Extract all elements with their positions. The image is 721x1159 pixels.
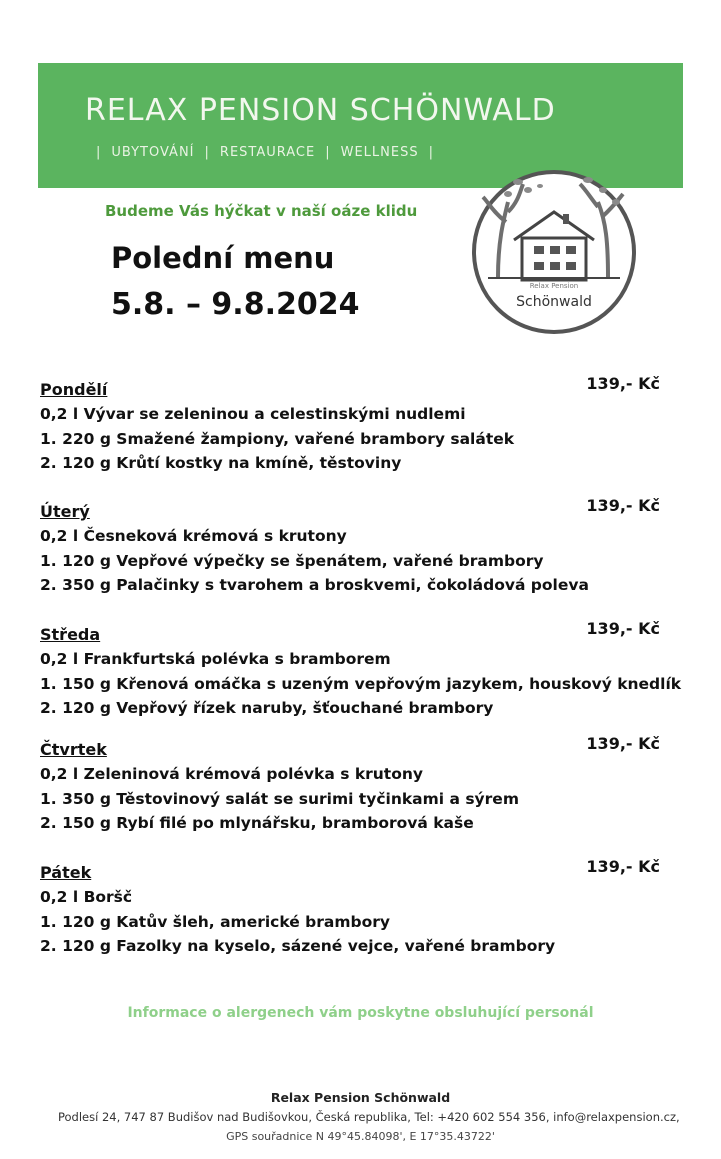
main-dish-2: 2. 120 g Fazolky na kyselo, sázené vejce, vařené brambory bbox=[40, 937, 556, 955]
separator: | bbox=[96, 145, 102, 160]
day-price: 139,- Kč bbox=[586, 619, 660, 638]
separator: | bbox=[325, 145, 331, 160]
footer-name: Relax Pension Schönwald bbox=[270, 1090, 451, 1105]
day-name: Čtvrtek bbox=[40, 740, 107, 759]
logo-small-text: Relax Pension bbox=[529, 282, 579, 290]
day-price: 139,- Kč bbox=[586, 857, 660, 876]
day-pondeli bbox=[40, 374, 670, 476]
footer-gps: GPS souřadnice N 49°45.84098', E 17°35.43722' bbox=[226, 1130, 495, 1143]
tagline: Budeme Vás hýčkat v naší oáze klidu bbox=[105, 202, 418, 220]
day-name: Pátek bbox=[40, 863, 92, 882]
day-streda bbox=[40, 619, 682, 721]
day-utery bbox=[40, 496, 670, 598]
day-name: Úterý bbox=[40, 502, 90, 521]
service-ubytovani: UBYTOVÁNÍ bbox=[111, 145, 195, 160]
pension-logo-icon bbox=[458, 162, 650, 342]
logo-name: Schönwald bbox=[516, 294, 592, 310]
main-dish-1: 1. 120 g Katův šleh, americké brambory bbox=[40, 912, 391, 931]
main-dish-1: 1. 150 g Křenová omáčka s uzeným vepřovým jazykem, houskový knedlík bbox=[40, 674, 682, 693]
separator: | bbox=[204, 145, 210, 160]
main-dish-1: 1. 220 g Smažené žampiony, vařené brambory salátek bbox=[40, 429, 515, 448]
separator: | bbox=[428, 145, 434, 160]
soup-item: 0,2 l Vývar se zeleninou a celestinskými nudlemi bbox=[40, 405, 466, 423]
soup-item: 0,2 l Boršč bbox=[40, 888, 133, 906]
service-restaurace: RESTAURACE bbox=[219, 145, 316, 160]
soup-item: 0,2 l Zeleninová krémová polévka s krutony bbox=[40, 765, 423, 783]
menu-title: Polední menu bbox=[111, 241, 335, 275]
day-name: Středa bbox=[40, 625, 101, 644]
day-price: 139,- Kč bbox=[586, 734, 660, 753]
day-ctvrtek bbox=[40, 734, 670, 836]
day-price: 139,- Kč bbox=[586, 496, 660, 515]
main-dish-2: 2. 120 g Krůtí kostky na kmíně, těstoviny bbox=[40, 454, 402, 472]
soup-item: 0,2 l Frankfurtská polévka s bramborem bbox=[40, 650, 391, 668]
main-dish-2: 2. 350 g Palačinky s tvarohem a broskvemi, čokoládová poleva bbox=[40, 576, 589, 594]
main-dish-2: 2. 120 g Vepřový řízek naruby, šťouchané brambory bbox=[40, 699, 494, 717]
day-price: 139,- Kč bbox=[586, 374, 660, 393]
soup-item: 0,2 l Česneková krémová s krutony bbox=[40, 527, 347, 545]
menu-dates: 5.8. – 9.8.2024 bbox=[111, 287, 360, 322]
main-dish-1: 1. 120 g Vepřové výpečky se špenátem, vařené brambory bbox=[40, 551, 544, 570]
day-patek bbox=[40, 857, 670, 959]
main-dish-2: 2. 150 g Rybí filé po mlynářsku, bramborová kaše bbox=[40, 814, 474, 832]
pension-title: RELAX PENSION SCHÖNWALD bbox=[85, 93, 556, 128]
main-dish-1: 1. 350 g Těstovinový salát se surimi tyčinkami a sýrem bbox=[40, 789, 519, 808]
service-wellness: WELLNESS bbox=[340, 145, 419, 160]
services-line bbox=[86, 145, 444, 160]
allergen-note: Informace o alergenech vám poskytne obsluhující personál bbox=[127, 1005, 594, 1021]
day-name: Pondělí bbox=[40, 380, 108, 399]
footer-address: Podlesí 24, 747 87 Budišov nad Budišovkou, Česká republika, Tel: +420 602 554 356, info@relaxpension.cz, bbox=[58, 1110, 680, 1124]
